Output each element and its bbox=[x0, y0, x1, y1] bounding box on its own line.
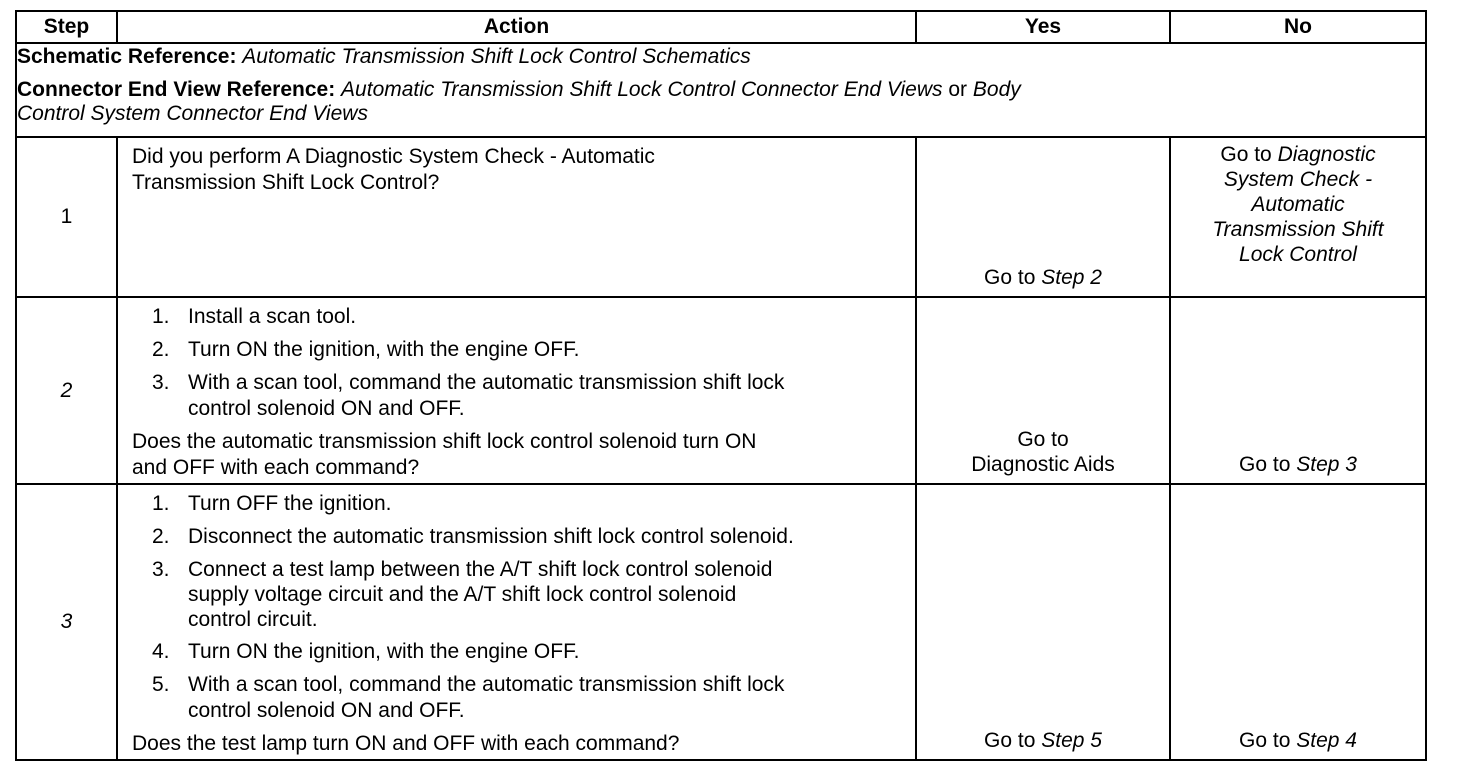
step-no bbox=[1170, 297, 1426, 484]
step-yes bbox=[916, 137, 1170, 297]
header-row bbox=[16, 11, 1426, 43]
action-text: supply voltage circuit and the A/T shift lock control solenoid bbox=[188, 583, 737, 606]
diagnostic-table bbox=[15, 10, 1427, 761]
no-link[interactable]: Step 4 bbox=[1296, 729, 1357, 752]
yes-link[interactable]: Step 5 bbox=[1041, 729, 1102, 752]
action-number: 3. bbox=[152, 558, 170, 581]
no-link[interactable]: Step 3 bbox=[1296, 453, 1357, 476]
connector-reference bbox=[17, 78, 1425, 126]
header-step: Step bbox=[16, 11, 117, 43]
step-question: and OFF with each command? bbox=[132, 456, 420, 479]
action-number: 2. bbox=[152, 338, 170, 361]
action-list bbox=[132, 304, 907, 422]
action-list bbox=[132, 491, 907, 724]
step-number: 2 bbox=[16, 297, 117, 484]
action-item bbox=[132, 370, 907, 422]
header-no: No bbox=[1170, 11, 1426, 43]
action-item bbox=[132, 672, 907, 724]
action-text: Disconnect the automatic transmission shift lock control solenoid. bbox=[188, 525, 794, 548]
action-text: control circuit. bbox=[188, 608, 318, 631]
schematic-reference bbox=[17, 44, 1425, 70]
action-text: With a scan tool, command the automatic transmission shift lock bbox=[188, 673, 785, 696]
yes-link[interactable]: Step 2 bbox=[1041, 266, 1102, 289]
yes-link[interactable]: Diagnostic Aids bbox=[971, 453, 1115, 476]
step-no bbox=[1170, 137, 1426, 297]
no-link[interactable]: System Check - bbox=[1223, 168, 1373, 191]
header-action: Action bbox=[117, 11, 916, 43]
no-link[interactable]: Diagnostic bbox=[1277, 143, 1376, 166]
step-yes bbox=[916, 297, 1170, 484]
action-number: 3. bbox=[152, 371, 170, 394]
action-item bbox=[132, 524, 907, 550]
no-link[interactable]: Transmission Shift bbox=[1212, 218, 1384, 241]
action-item bbox=[132, 639, 907, 665]
yes-prefix: Go to bbox=[984, 729, 1036, 752]
action-number: 1. bbox=[152, 492, 170, 515]
action-text: Turn ON the ignition, with the engine OFF. bbox=[188, 640, 580, 663]
connector-reference-link-2b[interactable]: Control System Connector End Views bbox=[17, 102, 368, 125]
connector-reference-link-2a[interactable]: Body bbox=[972, 78, 1021, 101]
no-prefix: Go to bbox=[1239, 729, 1291, 752]
step-no bbox=[1170, 484, 1426, 760]
action-item bbox=[132, 304, 907, 330]
action-text: Connect a test lamp between the A/T shift lock control solenoid bbox=[188, 558, 773, 581]
yes-line: Go to bbox=[1017, 428, 1069, 451]
action-number: 1. bbox=[152, 305, 170, 328]
step-row-2 bbox=[16, 297, 1426, 484]
no-prefix: Go to bbox=[1239, 453, 1291, 476]
step-number: 3 bbox=[16, 484, 117, 760]
reference-row bbox=[16, 43, 1426, 137]
connector-reference-label: Connector End View Reference: bbox=[17, 78, 336, 101]
action-text: With a scan tool, command the automatic transmission shift lock bbox=[188, 371, 785, 394]
action-text: Turn OFF the ignition. bbox=[188, 492, 392, 515]
step-row-1 bbox=[16, 137, 1426, 297]
step-action bbox=[117, 297, 916, 484]
reference-cell bbox=[16, 43, 1426, 137]
action-text: control solenoid ON and OFF. bbox=[188, 397, 465, 420]
action-item bbox=[132, 337, 907, 363]
action-number: 4. bbox=[152, 640, 170, 663]
action-number: 5. bbox=[152, 673, 170, 696]
step-question: Did you perform A Diagnostic System Check - Automatic bbox=[132, 145, 655, 168]
step-action bbox=[117, 137, 916, 297]
diagnostic-table-page bbox=[15, 10, 1425, 761]
schematic-reference-label: Schematic Reference: bbox=[17, 45, 237, 68]
header-yes: Yes bbox=[916, 11, 1170, 43]
yes-prefix: Go to bbox=[984, 266, 1036, 289]
step-yes bbox=[916, 484, 1170, 760]
step-number: 1 bbox=[16, 137, 117, 297]
no-link[interactable]: Automatic bbox=[1251, 193, 1345, 216]
action-text: Turn ON the ignition, with the engine OFF. bbox=[188, 338, 580, 361]
step-action bbox=[117, 484, 916, 760]
step-row-3 bbox=[16, 484, 1426, 760]
step-question: Does the automatic transmission shift lock control solenoid turn ON bbox=[132, 430, 757, 453]
connector-reference-link-1[interactable]: Automatic Transmission Shift Lock Control Connector End Views bbox=[341, 78, 943, 101]
action-number: 2. bbox=[152, 525, 170, 548]
schematic-reference-link[interactable]: Automatic Transmission Shift Lock Control Schematics bbox=[242, 45, 751, 68]
action-text: control solenoid ON and OFF. bbox=[188, 699, 465, 722]
no-link[interactable]: Lock Control bbox=[1239, 243, 1357, 266]
action-item bbox=[132, 491, 907, 517]
no-prefix: Go to bbox=[1220, 143, 1272, 166]
step-question: Does the test lamp turn ON and OFF with each command? bbox=[132, 732, 680, 755]
connector-reference-or: or bbox=[948, 78, 968, 101]
action-text: Install a scan tool. bbox=[188, 305, 357, 328]
action-item bbox=[132, 557, 907, 632]
step-question: Transmission Shift Lock Control? bbox=[132, 171, 440, 194]
